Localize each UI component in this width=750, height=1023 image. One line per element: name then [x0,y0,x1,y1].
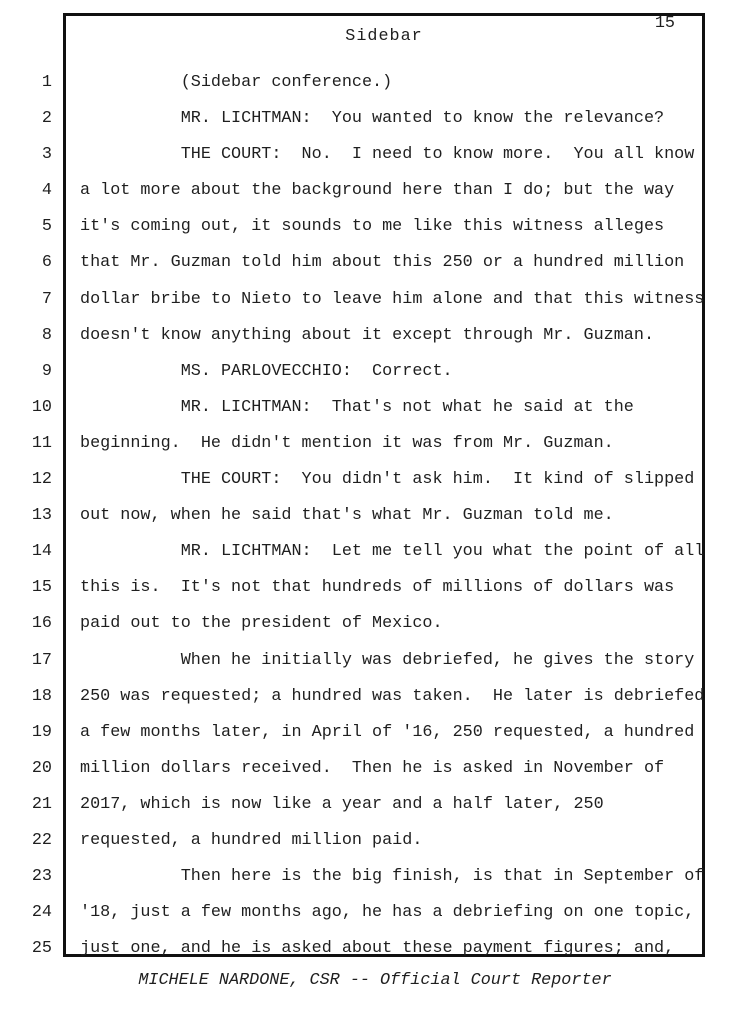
line-number: 23 [31,867,52,887]
line-number: 20 [31,758,52,778]
transcript-lines [0,65,750,967]
line-number: 19 [31,722,52,742]
line-number: 15 [31,578,52,598]
line-number: 9 [41,361,52,381]
line-number: 10 [31,397,52,417]
line-number: 17 [31,650,52,670]
transcript-line-row [0,787,750,823]
line-text: requested, a hundred million paid. [80,830,423,850]
transcript-line-row [0,282,750,318]
line-number: 6 [41,253,52,273]
line-number: 25 [31,939,52,959]
transcript-line-row [0,173,750,209]
transcript-line-row [0,101,750,137]
line-number: 22 [31,830,52,850]
line-text: this is. It's not that hundreds of millions of dollars was [80,578,675,598]
line-number: 3 [41,145,52,165]
line-number: 21 [31,794,52,814]
line-text: that Mr. Guzman told him about this 250 or a hundred million [80,253,685,273]
line-text: 250 was requested; a hundred was taken. He later is debriefed [80,686,705,706]
line-text: doesn't know anything about it except through Mr. Guzman. [80,325,655,345]
line-text: THE COURT: You didn't ask him. It kind of slipped [80,470,695,490]
line-number: 12 [31,470,52,490]
line-text: out now, when he said that's what Mr. Guzman told me. [80,506,614,526]
line-text: When he initially was debriefed, he gives the story [80,650,695,670]
line-text: MR. LICHTMAN: Let me tell you what the point of all [80,542,705,562]
line-number: 2 [41,109,52,129]
line-text: million dollars received. Then he is asked in November of [80,758,665,778]
transcript-line-row [0,606,750,642]
line-number: 7 [41,289,52,309]
line-text: MR. LICHTMAN: That's not what he said at the [80,397,634,417]
transcript-line-row [0,462,750,498]
transcript-line-row [0,715,750,751]
page-number: 15 [654,14,675,33]
line-text: paid out to the president of Mexico. [80,614,443,634]
line-text: THE COURT: No. I need to know more. You all know [80,145,695,165]
line-text: 2017, which is now like a year and a half later, 250 [80,794,604,814]
line-number: 13 [31,506,52,526]
line-text: a lot more about the background here than I do; but the way [80,181,675,201]
transcript-line-row [0,209,750,245]
line-text: just one, and he is asked about these payment figures; and, [80,939,675,959]
transcript-line-row [0,426,750,462]
transcript-line-row [0,643,750,679]
line-number: 1 [41,73,52,92]
line-text: MR. LICHTMAN: You wanted to know the relevance? [80,109,665,129]
line-text: MS. PARLOVECCHIO: Correct. [80,361,453,381]
transcript-line-row [0,498,750,534]
line-number: 16 [31,614,52,634]
transcript-line-row [0,931,750,967]
footer-reporter-line: MICHELE NARDONE, CSR -- Official Court Reporter [138,971,612,990]
transcript-line-row [0,390,750,426]
line-text: beginning. He didn't mention it was from Mr. Guzman. [80,433,614,453]
transcript-line-row [0,245,750,281]
line-text: it's coming out, it sounds to me like this witness alleges [80,217,665,237]
line-number: 8 [41,325,52,345]
page-title: Sidebar [345,27,423,46]
line-number: 4 [41,181,52,201]
transcript-line-row [0,570,750,606]
line-text: dollar bribe to Nieto to leave him alone and that this witness [80,289,705,309]
transcript-line-row [0,823,750,859]
line-text: (Sidebar conference.) [80,73,393,92]
transcript-line-row [0,895,750,931]
transcript-line-row [0,354,750,390]
transcript-line-row [0,751,750,787]
line-number: 24 [31,903,52,923]
line-text: '18, just a few months ago, he has a debriefing on one topic, [80,903,695,923]
transcript-line-row [0,679,750,715]
transcript-line-row [0,859,750,895]
line-text: Then here is the big finish, is that in September of [80,867,705,887]
line-number: 11 [31,433,52,453]
line-number: 14 [31,542,52,562]
transcript-line-row [0,318,750,354]
transcript-line-row [0,534,750,570]
line-number: 5 [41,217,52,237]
transcript-line-row [0,137,750,173]
transcript-line-row [0,65,750,101]
line-text: a few months later, in April of '16, 250 requested, a hundred [80,722,695,742]
line-number: 18 [31,686,52,706]
